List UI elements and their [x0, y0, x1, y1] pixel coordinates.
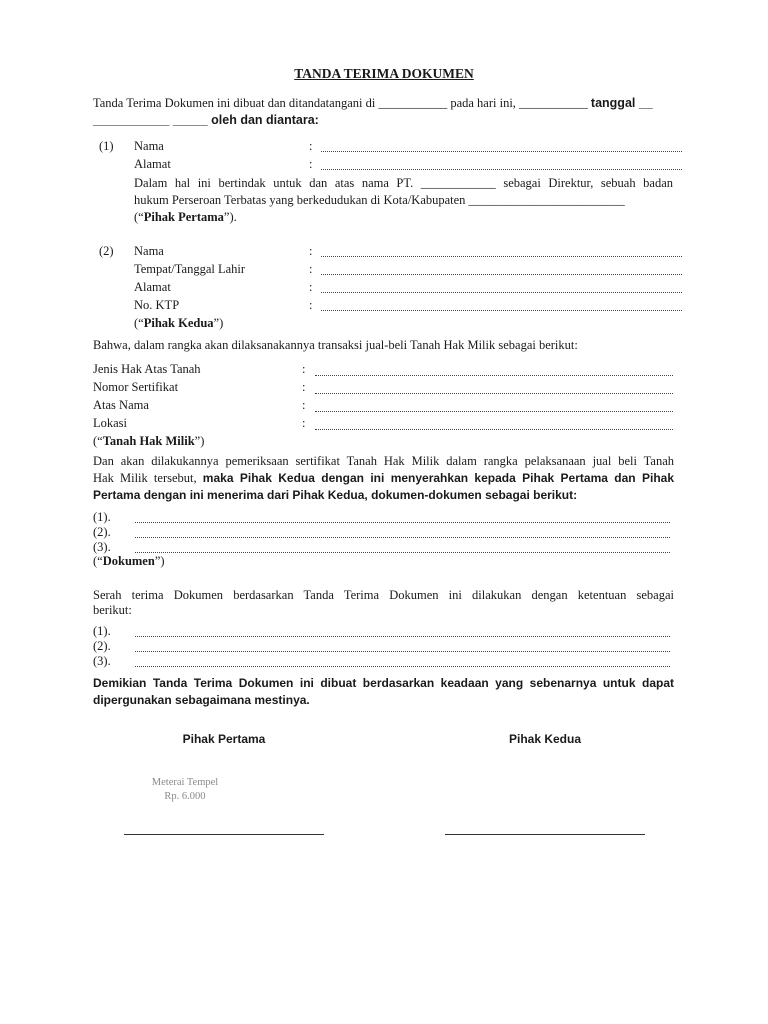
intro-line-1	[93, 95, 653, 111]
party1-alias-open: (“	[134, 210, 144, 224]
meterai-stamp-line-1: Meterai Tempel	[151, 777, 219, 788]
party2-alamat-field[interactable]	[321, 292, 682, 293]
handover-line-1: Serah terima Dokumen berdasarkan Tanda Terima Dokumen ini dilakukan dengan ketentuan sebagai	[93, 588, 674, 602]
handover-item-2-number: (2).	[93, 639, 111, 653]
party2-label-ttl: Tempat/Tanggal Lahir	[134, 262, 246, 276]
party1-number: (1)	[99, 139, 114, 153]
party2-colon-ktp: :	[309, 298, 313, 312]
signature-left-title: Pihak Pertama	[182, 732, 266, 746]
land-alias-open: (“	[93, 434, 103, 448]
closing-line-1: Demikian Tanda Terima Dokumen ini dibuat berdasarkan keadaan yang sebenarnya untuk dapat	[93, 676, 674, 690]
party2-alias	[134, 315, 223, 331]
intro-line-1-text: Tanda Terima Dokumen ini dibuat dan ditandatangani di ___________ pada hari ini, ___________	[93, 96, 588, 110]
handover-item-1-field[interactable]	[135, 636, 670, 637]
documents-alias	[93, 553, 165, 569]
party2-colon-nama: :	[309, 244, 313, 258]
land-label-nomor: Nomor Sertifikat	[93, 380, 179, 394]
handover-item-2-field[interactable]	[135, 651, 670, 652]
land-colon-jenis: :	[302, 362, 306, 376]
documents-alias-name: Dokumen	[102, 554, 155, 568]
party1-colon-alamat: :	[309, 157, 313, 171]
party1-colon-nama: :	[309, 139, 313, 153]
land-lokasi-field[interactable]	[315, 429, 673, 430]
party2-nama-field[interactable]	[321, 256, 682, 257]
land-jenis-field[interactable]	[315, 375, 673, 376]
signature-left-line[interactable]	[124, 834, 324, 835]
land-alias-close: ”)	[194, 434, 205, 448]
party2-ttl-field[interactable]	[321, 274, 682, 275]
party2-label-nama: Nama	[134, 244, 164, 258]
land-label-jenis: Jenis Hak Atas Tanah	[93, 362, 201, 376]
document-item-2-number: (2).	[93, 525, 111, 539]
party2-alias-name: Pihak Kedua	[143, 316, 214, 330]
transaction-intro: Bahwa, dalam rangka akan dilaksanakannya transaksi jual-beli Tanah Hak Milik sebagai berikut:	[93, 338, 578, 352]
party2-number: (2)	[99, 244, 114, 258]
party2-ktp-field[interactable]	[321, 310, 682, 311]
document-title: TANDA TERIMA DOKUMEN	[294, 66, 474, 81]
land-atas-nama-field[interactable]	[315, 411, 673, 412]
inspection-line-1: Dan akan dilakukannya pemeriksaan sertifikat Tanah Hak Milik dalam rangka pelaksanaan jual beli Tanah	[93, 454, 674, 468]
party2-colon-ttl: :	[309, 262, 313, 276]
handover-item-3-field[interactable]	[135, 666, 670, 667]
land-nomor-field[interactable]	[315, 393, 673, 394]
land-colon-nomor: :	[302, 380, 306, 394]
party2-alias-open: (“	[134, 316, 144, 330]
party1-alias	[134, 209, 237, 225]
document-item-3-field[interactable]	[135, 552, 670, 553]
inspection-line-3: Pertama dengan ini menerima dari Pihak Kedua, dokumen-dokumen sebagai berikut:	[93, 488, 578, 502]
party1-label-nama: Nama	[134, 139, 164, 153]
document-item-1-field[interactable]	[135, 522, 670, 523]
party1-alamat-field[interactable]	[321, 169, 682, 170]
party1-alias-close: ”).	[223, 210, 237, 224]
party2-label-alamat: Alamat	[134, 280, 171, 294]
land-label-atas-nama: Atas Nama	[93, 398, 149, 412]
document-item-3-number: (3).	[93, 540, 111, 554]
party1-label-alamat: Alamat	[134, 157, 171, 171]
party1-desc-line-1: Dalam hal ini bertindak untuk dan atas nama PT. ____________ sebagai Direktur, sebuah badan	[134, 176, 673, 190]
document-item-1-number: (1).	[93, 510, 111, 524]
intro-line-2: ___________ _____ oleh dan diantara:	[93, 113, 319, 127]
inspection-line-2	[93, 470, 674, 486]
party1-nama-field[interactable]	[321, 151, 682, 152]
party1-alias-name: Pihak Pertama	[143, 210, 224, 224]
party2-alias-close: ”)	[213, 316, 224, 330]
land-colon-atas-nama: :	[302, 398, 306, 412]
inspection-line-2-sans: maka Pihak Kedua dengan ini menyerahkan kepada Pihak Pertama dan Pihak	[202, 471, 674, 485]
land-label-lokasi: Lokasi	[93, 416, 128, 430]
handover-item-1-number: (1).	[93, 624, 111, 638]
signature-right-title: Pihak Kedua	[508, 732, 582, 746]
land-alias	[93, 433, 204, 449]
documents-alias-open: (“	[93, 554, 103, 568]
closing-line-2: dipergunakan sebagaimana mestinya.	[93, 693, 310, 707]
meterai-stamp	[120, 776, 250, 804]
handover-item-3-number: (3).	[93, 654, 111, 668]
party2-colon-alamat: :	[309, 280, 313, 294]
handover-line-2: berikut:	[93, 603, 132, 617]
document-item-2-field[interactable]	[135, 537, 670, 538]
meterai-stamp-line-2: Rp. 6.000	[164, 791, 206, 802]
inspection-line-2-serif: Hak Milik tersebut,	[93, 471, 197, 485]
intro-tanggal: tanggal __	[590, 96, 653, 110]
party1-desc-line-2: hukum Perseroan Terbatas yang berkedudukan di Kota/Kabupaten _________________________	[134, 193, 625, 207]
land-alias-name: Tanah Hak Milik	[102, 434, 195, 448]
party2-label-ktp: No. KTP	[134, 298, 180, 312]
signature-right-line[interactable]	[445, 834, 645, 835]
land-colon-lokasi: :	[302, 416, 306, 430]
documents-alias-close: ”)	[154, 554, 165, 568]
